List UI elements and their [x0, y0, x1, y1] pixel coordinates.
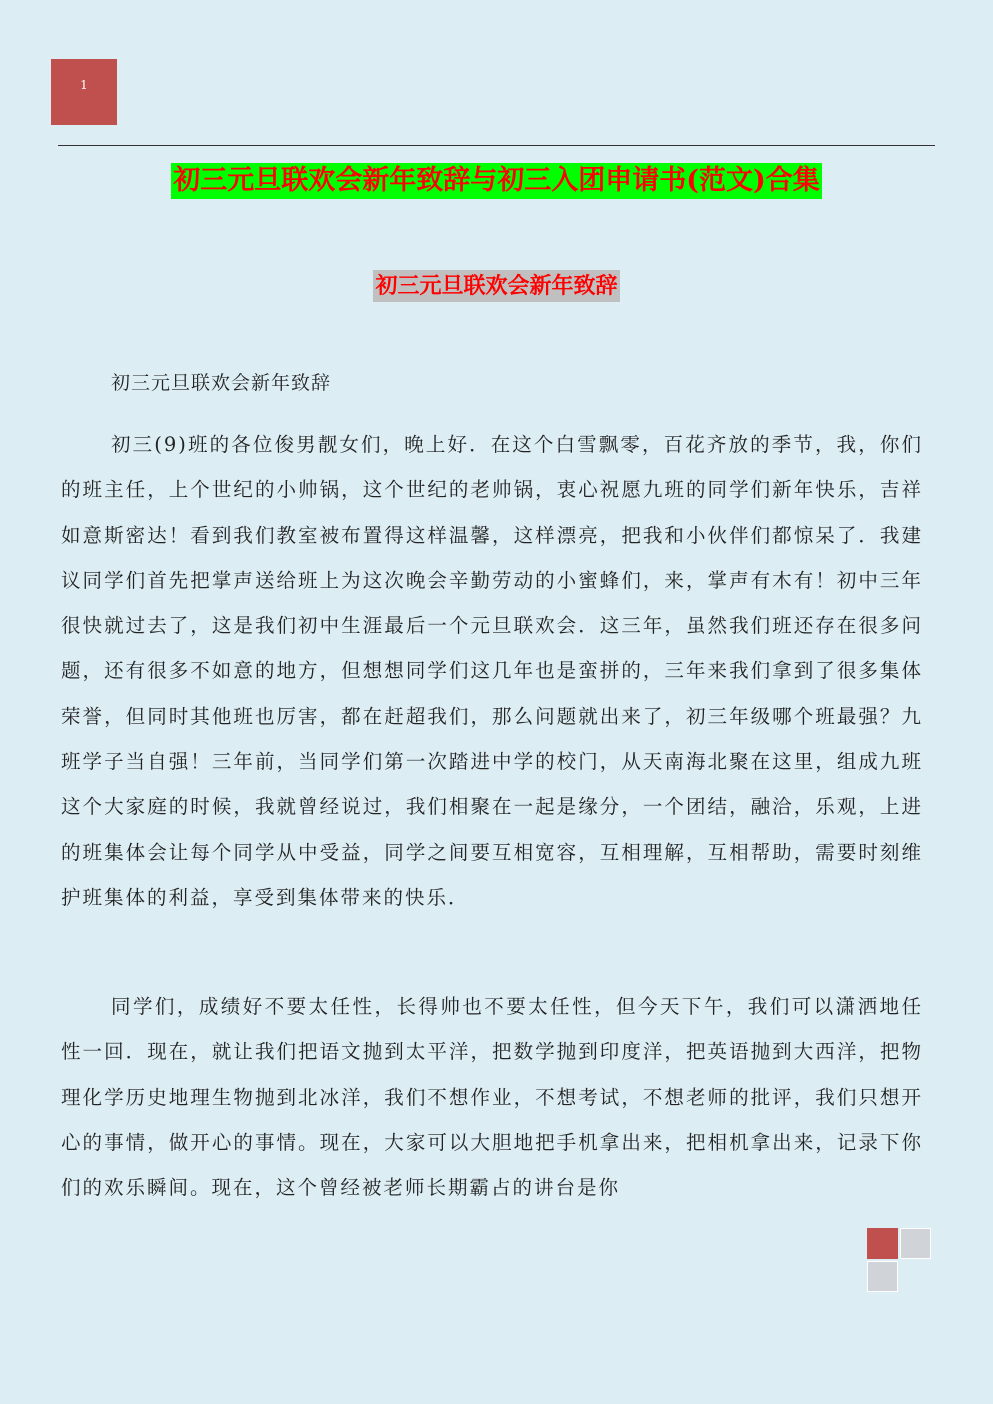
header-divider [58, 145, 935, 146]
corner-decoration [867, 1228, 933, 1294]
section-title-container [0, 270, 993, 302]
document-title-container [0, 163, 993, 199]
section-heading: 初三元旦联欢会新年致辞 [111, 372, 332, 394]
section-title: 初三元旦联欢会新年致辞 [373, 270, 619, 302]
corner-block-gray [867, 1261, 898, 1292]
body-paragraph: 初三(9)班的各位俊男靓女们，晚上好．在这个白雪飘零，百花齐放的季节，我，你们的班主任，上个世纪的小帅锅，这个世纪的老帅锅，衷心祝愿九班的同学们新年快乐，吉祥如意斯密达！看到我们教室被布置得这样温馨，这样漂亮，把我和小伙伴们都惊呆了．我建议同学们首先把掌声送给班上为这次晚会辛勤劳动的小蜜蜂们，来，掌声有木有！初中三年很快就过去了，这是我们初中生涯最后一个元旦联欢会．这三年，虽然我们班还存在很多问题，还有很多不如意的地方，但想想同学们这几年也是蛮拼的，三年来我们拿到了很多集体荣誉，但同时其他班也厉害，都在赶超我们，那么问题就出来了，初三年级哪个班最强？九班学子当自强！三年前，当同学们第一次踏进中学的校门，从天南海北聚在这里，组成九班这个大家庭的时候，我就曾经说过，我们相聚在一起是缘分，一个团结，融洽，乐观，上进的班集体会让每个同学从中受益，同学之间要互相宽容，互相理解，互相帮助，需要时刻维护班集体的利益，享受到集体带来的快乐． [61, 433, 923, 909]
corner-block-red [867, 1228, 898, 1259]
document-title: 初三元旦联欢会新年致辞与初三入团申请书(范文)合集 [171, 163, 822, 199]
body-paragraph: 同学们，成绩好不要太任性，长得帅也不要太任性，但今天下午，我们可以潇洒地任性一回．现在，就让我们把语文抛到太平洋，把数学抛到印度洋，把英语抛到大西洋，把物理化学历史地理生物抛到北冰洋，我们不想作业，不想考试，不想老师的批评，我们只想开心的事情，做开心的事情。现在，大家可以大胆地把手机拿出来，把相机拿出来，记录下你们的欢乐瞬间。现在，这个曾经被老师长期霸占的讲台是你 [61, 995, 923, 1200]
page-number: 1 [80, 78, 88, 92]
page-number-badge [51, 59, 117, 125]
corner-block-gray [900, 1228, 931, 1259]
